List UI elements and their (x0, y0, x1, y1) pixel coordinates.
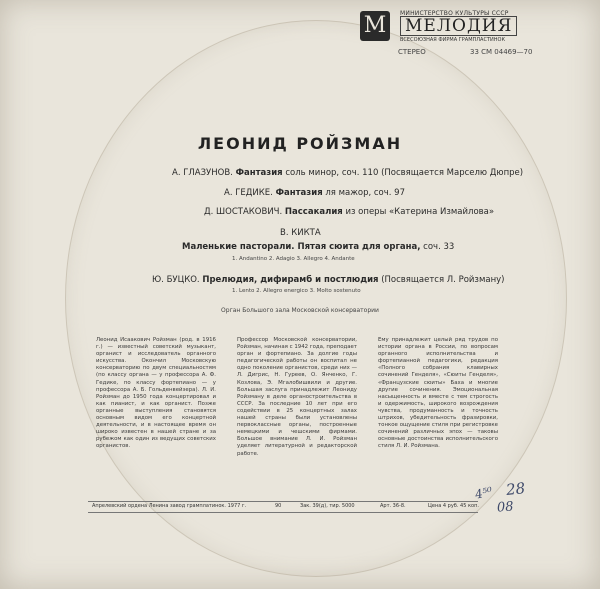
work-title: Пассакалия (284, 207, 343, 217)
composer: А. ГЛАЗУНОВ. (172, 168, 233, 178)
movements-list: 1. Andantino 2. Adagio 3. Allegro 4. Andante (232, 256, 355, 262)
notes-column: Ему принадлежит целый ряд трудов по истории органа в России, по вопросам органного исполнительства и фортепианной педагогики, редакция «Полного собрания клавирных сочинений Генделя», «Сюиты Генделя», «Французские сюиты» Баха и многие другие сочинения. Эмоциональная насыщенность и вместе с тем строгость и одержимость, широкого возрождения чувства, продуманность и точность штрихов, убедительность фразировки, тонкое ощущение стиля при регистровке сочинений различных эпох — таковы основные достоинства исполнительского стиля Л. И. Ройзмана. (378, 337, 498, 450)
order-imprint: Зак. 39(д), тир. 5000 (300, 503, 355, 509)
price-imprint: Цена 4 руб. 45 коп. (428, 503, 479, 509)
firm-label: ВСЕСОЮЗНАЯ ФИРМА ГРАМПЛАСТИНОК (400, 37, 506, 43)
imprint-number: 90 (275, 503, 282, 509)
brand-name: МЕЛОДИЯ (400, 16, 517, 36)
movements-list: 1. Lento 2. Allegro energico 3. Molto sostenuto (232, 288, 361, 294)
article-imprint: Арт. 36-8. (380, 503, 406, 509)
work-title: Фантазия (275, 188, 323, 198)
program-line (182, 242, 454, 252)
work-title: Маленькие пасторали. Пятая сюита для органа, (182, 242, 421, 252)
program-line (204, 207, 494, 217)
handwritten-price: 4⁵⁰ (473, 484, 494, 502)
program-line (172, 168, 523, 178)
factory-imprint: Апрелевский ордена Ленина завод грамплатинок. 1977 г. (92, 503, 247, 509)
notes-column: Леонид Исаакович Ройзман (род. в 1916 г.) — известный советский музыкант, органист и исследователь органного искусства. Окончил Московскую консерваторию по двум специальностям (по классу органа — у профессора А. Ф. Гедике, по классу фортепиано — у профессора А. Б. Гольденвейзера). Л. И. Ройзман до 1950 года концертировал и как пианист, и как органист. Позже органные выступления становятся основным видом его концертной деятельности, и в настоящее время он широко известен в нашей стране и за рубежом как один из ведущих советских органистов. (96, 337, 216, 450)
stereo-label: СТЕРЕО (398, 48, 426, 56)
program-line (152, 275, 504, 285)
ministry-label: МИНИСТЕРСТВО КУЛЬТУРЫ СССР (400, 10, 509, 17)
work-details: соль минор, соч. 110 (Посвящается Марселю Дюпре) (285, 168, 524, 178)
melodiya-logo (360, 10, 520, 44)
work-title: Фантазия (235, 168, 283, 178)
album-title: ЛЕОНИД РОЙЗМАН (197, 134, 403, 153)
composer: Ю. БУЦКО. (152, 275, 200, 285)
organ-note: Орган Большого зала Московской консерватории (221, 307, 379, 314)
handwritten-number-2: 08 (496, 499, 515, 516)
catalog-number: 33 СМ 04469—70 (470, 48, 533, 56)
notes-column: Профессор Московской консерватории, Ройзман, начиная с 1942 года, преподает орган и фортепиано. За долгие годы педагогической работы он воспитал не одно поколение органистов, среди них — Л. Дигрис, Н. Гуреев, О. Янченко, Г. Козлова, Э. Мгалобишвили и другие. Большая заслуга принадлежит Леониду Ройзману в деле органостроительства в СССР. За последние 10 лет при его содействии в 25 концертных залах нашей страны были установлены первоклассные органы, построенные немецкими и чешскими фирмами. Большое внимание Л. И. Ройзман уделяет литературной и редакторской работе. (237, 337, 357, 457)
handwritten-number: 28 (505, 479, 526, 499)
melodiya-badge: М (360, 11, 390, 41)
work-details: из оперы «Катерина Измайлова» (345, 207, 495, 217)
program-line (224, 188, 405, 198)
work-details: ля мажор, соч. 97 (325, 188, 406, 198)
program-line (280, 228, 321, 238)
work-details: соч. 33 (423, 242, 455, 252)
composer: В. КИКТА (280, 228, 321, 238)
work-details: (Посвящается Л. Ройзману) (381, 275, 505, 285)
composer: Д. ШОСТАКОВИЧ. (204, 207, 283, 217)
work-title: Прелюдия, дифирамб и постлюдия (202, 275, 379, 285)
composer: А. ГЕДИКЕ. (224, 188, 273, 198)
